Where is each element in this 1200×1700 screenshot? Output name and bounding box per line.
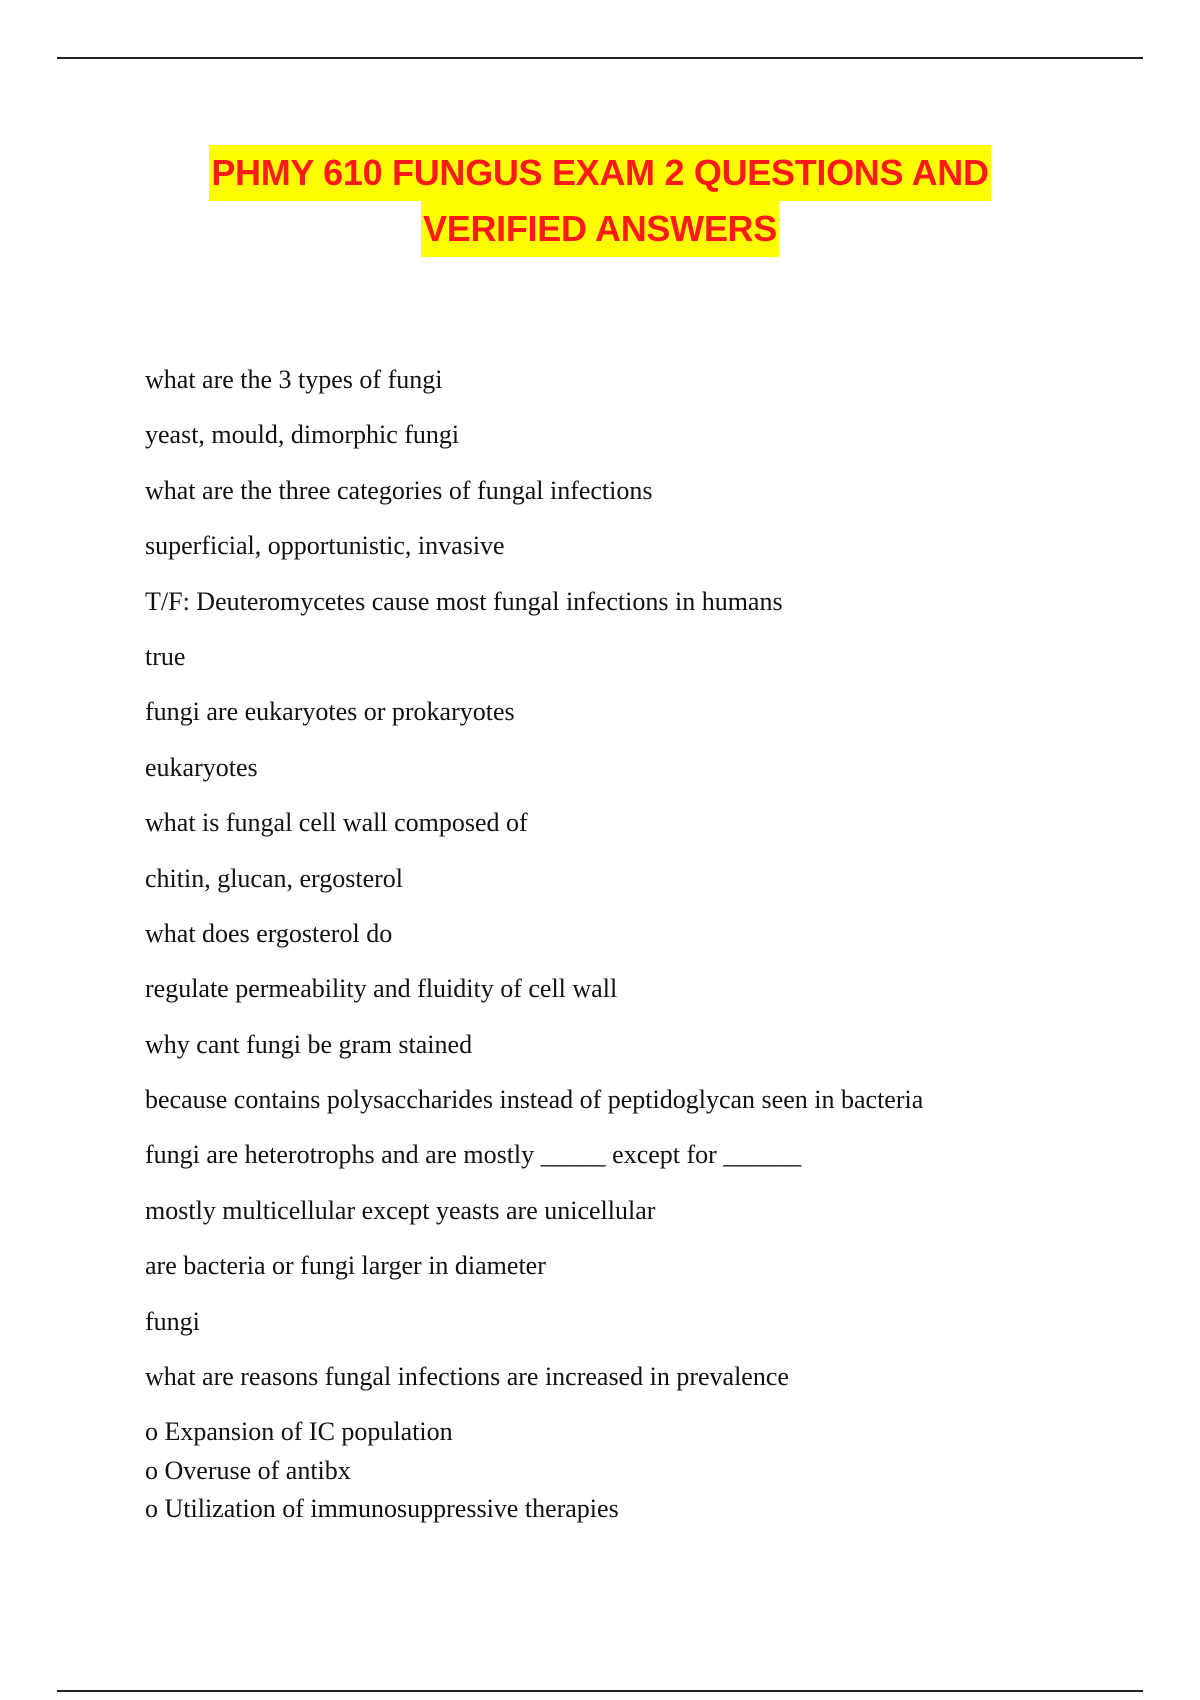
answer-text: superficial, opportunistic, invasive: [145, 531, 505, 561]
question-text: fungi are eukaryotes or prokaryotes: [145, 697, 515, 727]
bullet-item: o Overuse of antibx: [145, 1455, 351, 1485]
question-text: what are the three categories of fungal infections: [145, 475, 653, 505]
answer-bullet-list: [145, 1413, 1145, 1529]
answer-text: mostly multicellular except yeasts are unicellular: [145, 1195, 656, 1225]
question-text: T/F: Deuteromycetes cause most fungal infections in humans: [145, 586, 783, 616]
question-text: what are the 3 types of fungi: [145, 365, 443, 394]
document-title: [0, 145, 1200, 257]
answer-text: fungi: [145, 1306, 200, 1336]
header-rule: [57, 57, 1143, 59]
answer-text: because contains polysaccharides instead of peptidoglycan seen in bacteria: [145, 1085, 924, 1115]
title-line-2: VERIFIED ANSWERS: [421, 201, 779, 257]
question-text: what are reasons fungal infections are increased in prevalence: [145, 1362, 789, 1392]
question-text: are bacteria or fungi larger in diameter: [145, 1251, 546, 1281]
bullet-item: o Expansion of IC population: [145, 1417, 453, 1446]
question-text: what does ergosterol do: [145, 918, 393, 948]
bullet-item: o Utilization of immunosuppressive therapies: [145, 1494, 619, 1523]
answer-text: eukaryotes: [145, 752, 258, 782]
answer-text: regulate permeability and fluidity of cell wall: [145, 974, 618, 1004]
answer-text: yeast, mould, dimorphic fungi: [145, 420, 460, 450]
answer-text: true: [145, 641, 186, 671]
answer-text: chitin, glucan, ergosterol: [145, 863, 404, 893]
question-answer-list: [145, 352, 1145, 1404]
title-line-1: PHMY 610 FUNGUS EXAM 2 QUESTIONS AND: [209, 145, 990, 201]
footer-rule: [57, 1690, 1143, 1692]
question-text: what is fungal cell wall composed of: [145, 808, 528, 838]
question-text: fungi are heterotrophs and are mostly _____ except for ______: [145, 1140, 802, 1170]
question-text: why cant fungi be gram stained: [145, 1029, 473, 1059]
